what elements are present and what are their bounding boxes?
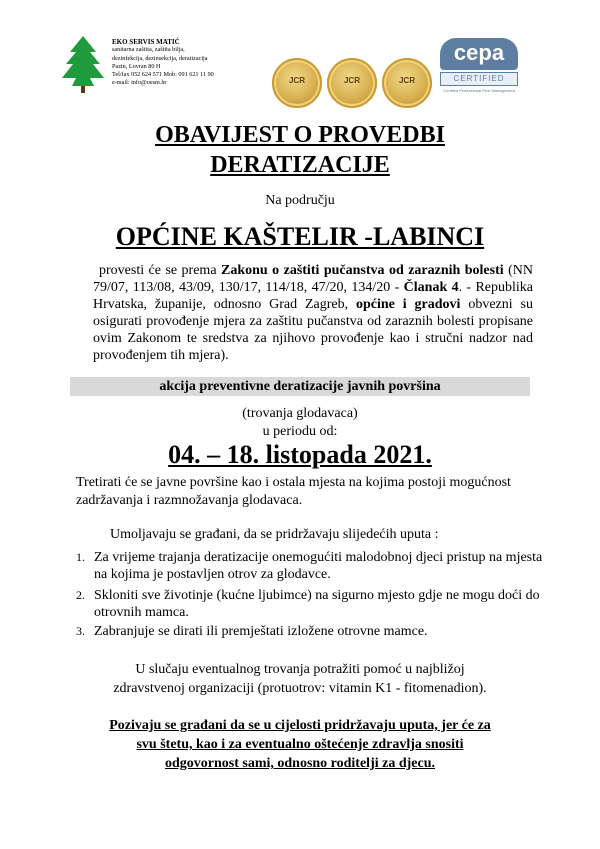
area-label: Na području — [265, 193, 335, 208]
company-info — [112, 38, 262, 88]
municipality-name: OPĆINE KAŠTELIR -LABINCI — [115, 222, 485, 251]
treated-areas-text: Tretirati će se javne površine kao i ostala mjesta na kojima postoji mogućnost zadržavanja i razmnožavanja glodavaca. — [76, 475, 511, 508]
list-text: Za vrijeme trajanja deratizacije onemogućiti malodobnoj djeci pristup na mjesta na kojima je postavljen otrov za glodavce. — [94, 550, 543, 582]
legal-basis-paragraph: provesti će se prema Zakonu o zaštiti pučanstva od zaraznih bolesti (NN 79/07, 113/08, 43/09, 130/17, 114/18, 47/20, 134/20 - Članak 4. - Republika Hrvatska, županije, odnosno Grad Zagreb, općine i gradovi obvezni su osigurati provođenje mjera za zaštitu pučanstva od zaraznih bolesti propisane ovim Zakonom te sredstva za njihovo provođenje kao i stručni nadzor nad provođenjem tih mjera). — [93, 263, 533, 363]
cepa-certified-logo — [440, 38, 518, 96]
rodent-poisoning-note: (trovanja glodavaca) — [242, 406, 358, 421]
jcr-seal-icon: JCR — [327, 58, 377, 108]
poisoning-advice: U slučaju eventualnog trovanja potražiti pomoć u najbližoj zdravstvenoj organizaciji (protuotrov: vitamin K1 - fitomenadion). — [113, 662, 487, 696]
tree-logo-icon — [60, 36, 106, 94]
action-heading-bar: akcija preventivne deratizacije javnih površina — [70, 377, 530, 396]
list-item — [76, 587, 546, 627]
list-number: 3. — [76, 624, 85, 638]
company-name: EKO SERVIS MATIĆ — [112, 38, 180, 46]
cepa-certified-label: CERTIFIED — [440, 72, 518, 86]
company-line: e-mail: info@oesm.hr — [112, 79, 167, 87]
list-number: 1. — [76, 550, 85, 564]
cepa-logo-text: cepa — [440, 38, 518, 70]
list-text: Zabranjuje se dirati ili premještati izložene otrovne mamce. — [94, 624, 428, 639]
company-line: dezinfekcija, dezinsekcija, deratizacija — [112, 54, 208, 62]
list-text: Skloniti sve životinje (kućne ljubimce) na sigurno mjesto gdje ne mogu doći do otrovnih mamca. — [94, 588, 540, 620]
list-number: 2. — [76, 588, 85, 602]
cepa-subtitle: Certified Professional Pest Management — [443, 88, 515, 93]
company-line: Pazin, Lovran 80 H — [112, 62, 161, 70]
jcr-seal-icon: JCR — [382, 58, 432, 108]
list-item — [76, 623, 546, 643]
company-line: sanitarna zaštita, zaštita bilja, — [112, 46, 185, 54]
period-label: u periodu od: — [262, 424, 338, 439]
company-line: Tel/fax 052 624 571 Mob: 091 621 11 90 — [112, 71, 214, 79]
jcr-seal-icon: JCR — [272, 58, 322, 108]
date-range: 04. – 18. listopada 2021. — [168, 440, 432, 469]
responsibility-notice: Pozivaju se građani da se u cijelosti pridržavaju uputa, jer će za svu štetu, kao i za eventualno oštećenje zdravlja snositi odgovornost sami, odnosno roditelji za djecu. — [109, 718, 491, 771]
instructions-intro: Umoljavaju se građani, da se pridržavaju slijedećih uputa : — [110, 527, 439, 542]
notice-title: OBAVIJEST O PROVEDBI DERATIZACIJE — [155, 122, 445, 178]
list-item — [76, 549, 546, 589]
